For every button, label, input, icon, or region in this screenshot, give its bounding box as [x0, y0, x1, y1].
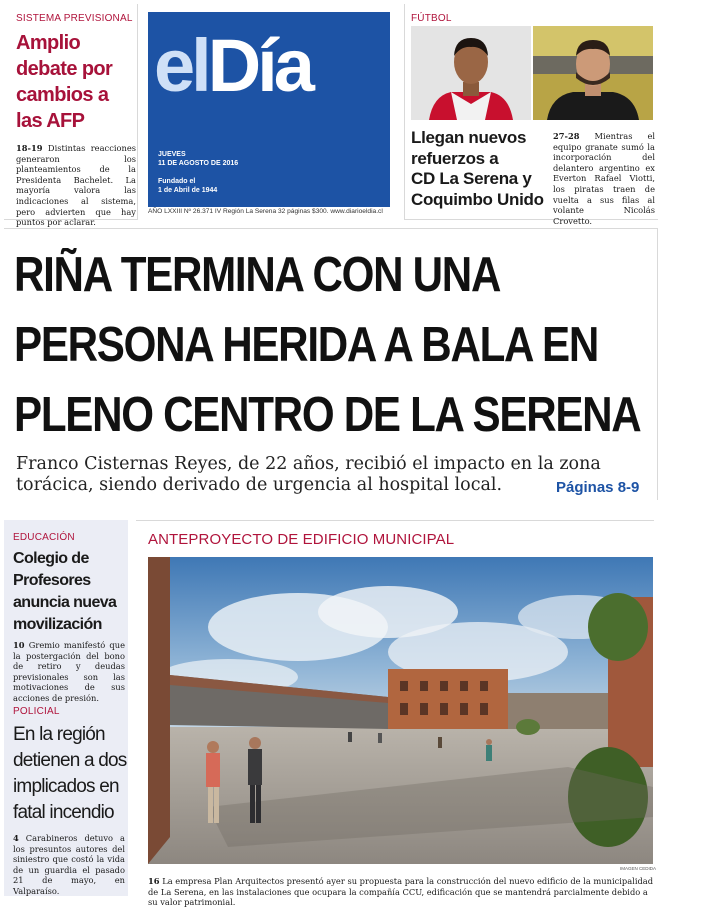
educacion-body	[13, 640, 125, 704]
main-headline-line: RIÑA TERMINA CON UNA	[14, 248, 501, 302]
policial-pages: 4	[13, 833, 19, 843]
masthead-date-text: 11 DE AGOSTO DE 2016	[158, 160, 239, 167]
afp-headline-line: cambios a	[16, 84, 109, 106]
policial-body-text: Carabineros detuvo a los presuntos autores del siniestro que costó la vida de un guardia el pasado 21 de mayo, en Valparaíso.	[13, 833, 125, 896]
futbol-section-label: FÚTBOL	[411, 13, 452, 24]
educacion-headline[interactable]	[13, 548, 125, 636]
player-photo-1[interactable]	[411, 26, 531, 120]
el-dia-logo[interactable]	[154, 16, 311, 116]
masthead-founded	[158, 177, 217, 195]
masthead-founded-1: Fundado el	[158, 178, 196, 185]
municipal-section-label: ANTEPROYECTO DE EDIFICIO MUNICIPAL	[148, 531, 455, 548]
player-photo-2[interactable]	[533, 26, 653, 120]
masthead-imprint: AÑO LXXIII Nº 26.371 IV Región La Serena 32 páginas $300. www.diarioeldia.cl	[148, 208, 383, 215]
afp-headline-line: Amplio	[16, 32, 81, 54]
policial-headline-line: fatal incendio	[13, 802, 114, 823]
afp-body-text: Distintas reacciones generaron los planteamientos de la Presidenta Bachelet. La mayoría valora las indicaciones al sistema, pero advierten que hay puntos por aclarar.	[16, 143, 136, 228]
afp-headline-line: debate por	[16, 58, 113, 80]
municipal-pages: 16	[148, 876, 160, 886]
main-pages-link[interactable]: Páginas 8-9	[556, 479, 640, 496]
educacion-body-text: Gremio manifestó que la postergación del bono de retiro y deudas previsionales son las motivaciones de sus acciones de presión.	[13, 640, 125, 703]
policial-section-label: POLICIAL	[13, 706, 60, 717]
afp-pages: 18-19	[16, 143, 43, 153]
logo-dia: Día	[207, 24, 311, 107]
educacion-headline-line: movilización	[13, 616, 102, 633]
logo-el: el	[154, 24, 208, 107]
afp-section-label: SISTEMA PREVISIONAL	[16, 13, 133, 24]
policial-body	[13, 833, 125, 897]
policial-headline[interactable]	[13, 722, 127, 826]
policial-headline-line: detienen a dos	[13, 750, 127, 771]
afp-headline[interactable]	[16, 30, 136, 134]
policial-headline-line: implicados en	[13, 776, 119, 797]
masthead-founded-2: 1 de Abril de 1944	[158, 187, 218, 194]
futbol-headline-line: Coquimbo Unido	[411, 189, 544, 209]
futbol-pages: 27-28	[553, 131, 580, 141]
educacion-section-label: EDUCACIÓN	[13, 532, 75, 543]
educacion-pages: 10	[13, 640, 25, 650]
educacion-headline-line: anuncia nueva	[13, 594, 117, 611]
educacion-headline-line: Profesores	[13, 572, 91, 589]
main-subheadline: Franco Cisternas Reyes, de 22 años, recibió el impacto en la zona torácica, siendo derivado de urgencia al hospital local.	[16, 454, 601, 495]
futbol-body	[553, 131, 655, 226]
photo-credit: IMAGEN CEDIDA	[620, 866, 657, 871]
afp-headline-line: las AFP	[16, 110, 85, 132]
masthead-day: JUEVES	[158, 151, 186, 158]
afp-body	[16, 143, 136, 228]
municipal-building-render[interactable]	[148, 557, 653, 864]
municipal-caption	[148, 876, 654, 908]
main-headline-line: PLENO CENTRO DE LA SERENA	[14, 388, 641, 442]
futbol-body-text: Mientras el equipo granate sumó la incorporación del delantero argentino ex Everton Rafael Viotti, los piratas traen de vuelta a sus filas al volante Nicolás Crovetto.	[553, 131, 656, 226]
futbol-headline-line: CD La Serena y	[411, 169, 532, 188]
municipal-caption-text: La empresa Plan Arquitectos presentó ayer su propuesta para la construcción del nuevo edificio de la municipalidad de La Serena, en las instalaciones que ocupara la compañía CCU, edificación que se mantendrá parcialmente debido a su valor patrimonial.	[148, 876, 654, 908]
futbol-headline-line: Llegan nuevos	[411, 128, 527, 147]
policial-headline-line: En la región	[13, 724, 105, 745]
futbol-headline-line: refuerzos a	[411, 148, 499, 168]
masthead-date	[158, 150, 238, 168]
main-headline-line: PERSONA HERIDA A BALA EN	[14, 318, 599, 372]
futbol-headline[interactable]	[411, 128, 551, 210]
educacion-headline-line: Colegio de	[13, 550, 89, 567]
main-headline[interactable]	[14, 240, 641, 450]
